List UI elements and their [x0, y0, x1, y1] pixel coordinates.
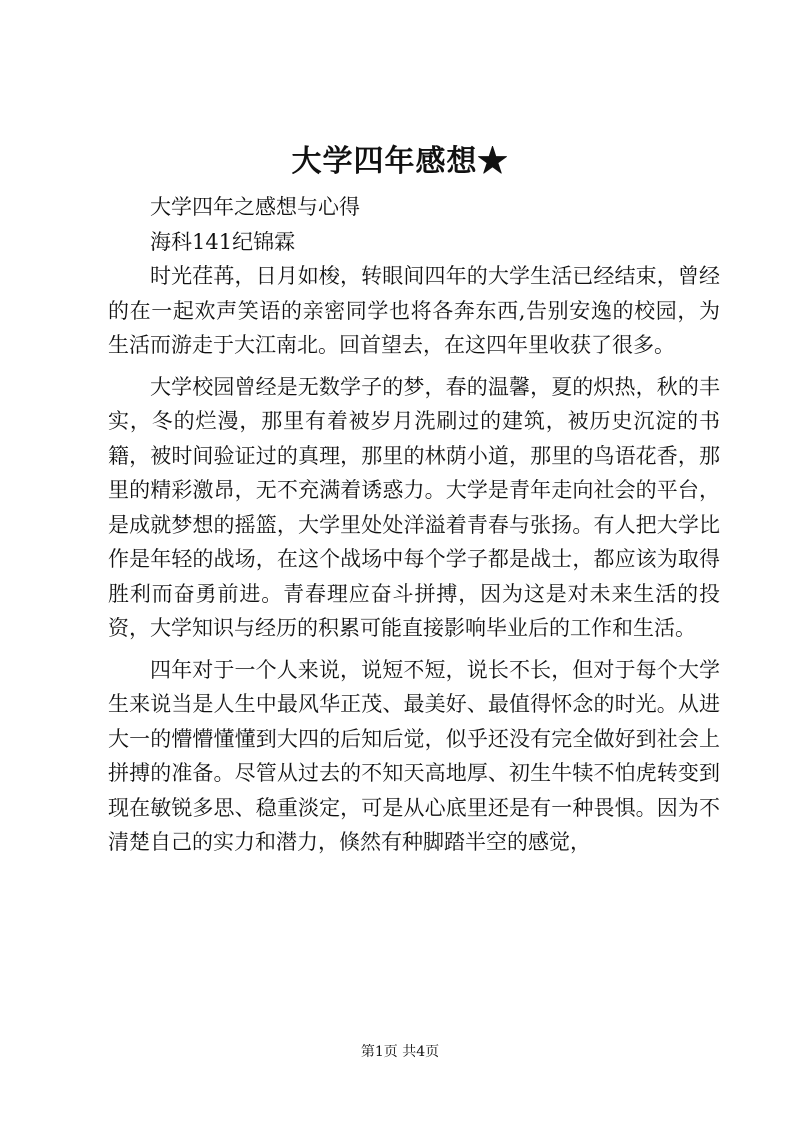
document-body [108, 190, 720, 860]
subtitle-line: 大学四年之感想与心得 [150, 195, 360, 219]
paragraph-1: 时光荏苒，日月如梭，转眼间四年的大学生活已经结束，曾经的在一起欢声笑语的亲密同学也将各奔东西,告别安逸的校园，为生活而游走于大江南北。回首望去，在这四年里收获了很多。 [108, 264, 720, 357]
document-title: 大学四年感想★ [291, 144, 509, 179]
author-line: 海科141纪锦霖 [150, 229, 296, 254]
paragraph-3: 四年对于一个人来说，说短不短，说长不长，但对于每个大学生来说当是人生中最风华正茂、最美好、最值得怀念的时光。从进大一的懵懵懂懂到大四的后知后觉，似乎还没有完全做好到社会上拼搏的准备。尽管从过去的不知天高地厚、初生牛犊不怕虎转变到现在敏锐多思、稳重淡定，可是从心底里还是有一种畏惧。因为不清楚自己的实力和潜力，倏然有种脚踏半空的感觉， [108, 657, 720, 854]
page-footer: 第1页 共4页 [360, 1044, 440, 1060]
paragraph-2: 大学校园曾经是无数学子的梦，春的温馨，夏的炽热，秋的丰实，冬的烂漫，那里有着被岁月洗刷过的建筑，被历史沉淀的书籍，被时间验证过的真理，那里的林荫小道，那里的鸟语花香，那里的精彩激昂，无不充满着诱惑力。大学是青年走向社会的平台，是成就梦想的摇篮，大学里处处洋溢着青春与张扬。有人把大学比作是年轻的战场，在这个战场中每个学子都是战士，都应该为取得胜利而奋勇前进。青春理应奋斗拼搏，因为这是对未来生活的投资，大学知识与经历的积累可能直接影响毕业后的工作和生活。 [108, 374, 720, 640]
